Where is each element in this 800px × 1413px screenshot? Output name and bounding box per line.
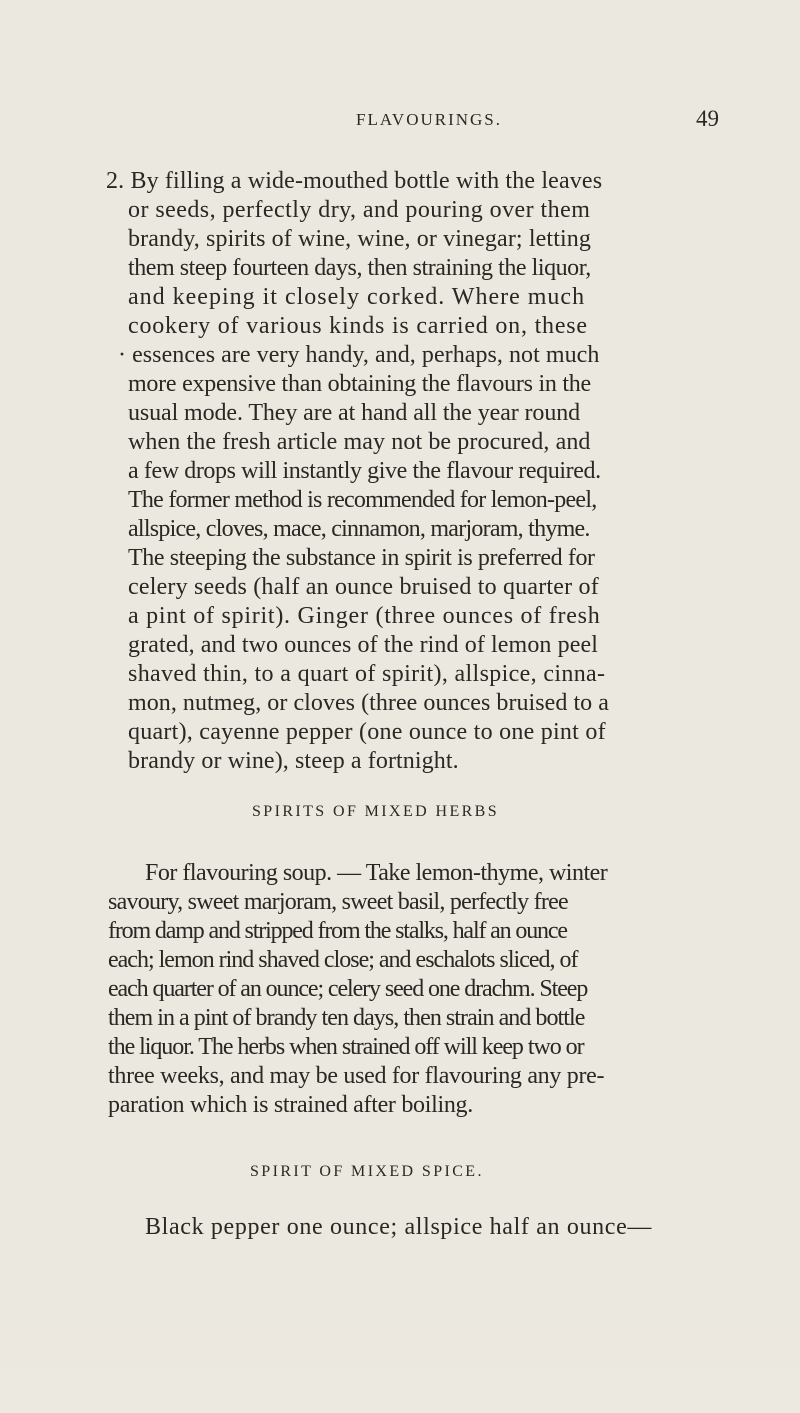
- paragraph-2-line: more expensive than obtaining the flavours in the: [128, 371, 591, 397]
- paragraph-2-line: · essences are very handy, and, perhaps, not much: [118, 342, 600, 368]
- paragraph-2-line: a few drops will instantly give the flavour required.: [128, 458, 601, 484]
- herbs-line: the liquor. The herbs when strained off will keep two or: [108, 1034, 584, 1060]
- page-number: 49: [696, 106, 719, 131]
- herbs-line: three weeks, and may be used for flavouring any pre-: [108, 1063, 605, 1089]
- herbs-line: paration which is strained after boiling.: [108, 1092, 473, 1118]
- section-heading-herbs: SPIRITS OF MIXED HERBS: [252, 803, 500, 820]
- paragraph-2-line: them steep fourteen days, then straining the liquor,: [128, 255, 591, 281]
- paragraph-2-line: The former method is recommended for lemon-peel,: [128, 487, 597, 513]
- herbs-line: savoury, sweet marjoram, sweet basil, perfectly free: [108, 889, 568, 915]
- paragraph-2-line: a pint of spirit). Ginger (three ounces of fresh: [128, 603, 601, 629]
- paragraph-2-line: quart), cayenne pepper (one ounce to one pint of: [128, 719, 606, 745]
- paragraph-2-line: grated, and two ounces of the rind of lemon peel: [128, 632, 598, 658]
- paragraph-2-line: usual mode. They are at hand all the year round: [128, 400, 581, 426]
- section-heading-spice: SPIRIT OF MIXED SPICE.: [250, 1163, 484, 1180]
- paragraph-2-line: allspice, cloves, mace, cinnamon, marjoram, thyme.: [128, 516, 590, 542]
- paragraph-2-line: when the fresh article may not be procured, and: [128, 429, 591, 455]
- paragraph-2-line: brandy or wine), steep a fortnight.: [128, 748, 459, 774]
- herbs-line: them in a pint of brandy ten days, then strain and bottle: [108, 1005, 585, 1031]
- running-title: FLAVOURINGS.: [356, 110, 503, 129]
- herbs-line: each; lemon rind shaved close; and eschalots sliced, of: [108, 947, 578, 973]
- paragraph-2-line: The steeping the substance in spirit is preferred for: [128, 545, 595, 571]
- herbs-line: from damp and stripped from the stalks, half an ounce: [108, 918, 567, 944]
- spice-line: Black pepper one ounce; allspice half an ounce—: [145, 1214, 653, 1240]
- paragraph-2-line: cookery of various kinds is carried on, these: [128, 313, 588, 339]
- paragraph-2-line: mon, nutmeg, or cloves (three ounces bruised to a: [128, 690, 609, 716]
- paragraph-2-line: and keeping it closely corked. Where much: [128, 284, 586, 310]
- paragraph-2-line: brandy, spirits of wine, wine, or vinegar; letting: [128, 226, 592, 252]
- herbs-line: each quarter of an ounce; celery seed one drachm. Steep: [108, 976, 588, 1002]
- paragraph-2-line: shaved thin, to a quart of spirit), allspice, cinna-: [128, 661, 606, 687]
- bottom-margin: [0, 1280, 800, 1413]
- herbs-line: For flavouring soup. — Take lemon-thyme, winter: [145, 860, 608, 886]
- paragraph-2-line: or seeds, perfectly dry, and pouring over them: [128, 197, 591, 223]
- paragraph-2-line: 2. By filling a wide-mouthed bottle with the leaves: [106, 168, 603, 194]
- paragraph-2-line: celery seeds (half an ounce bruised to quarter of: [128, 574, 599, 600]
